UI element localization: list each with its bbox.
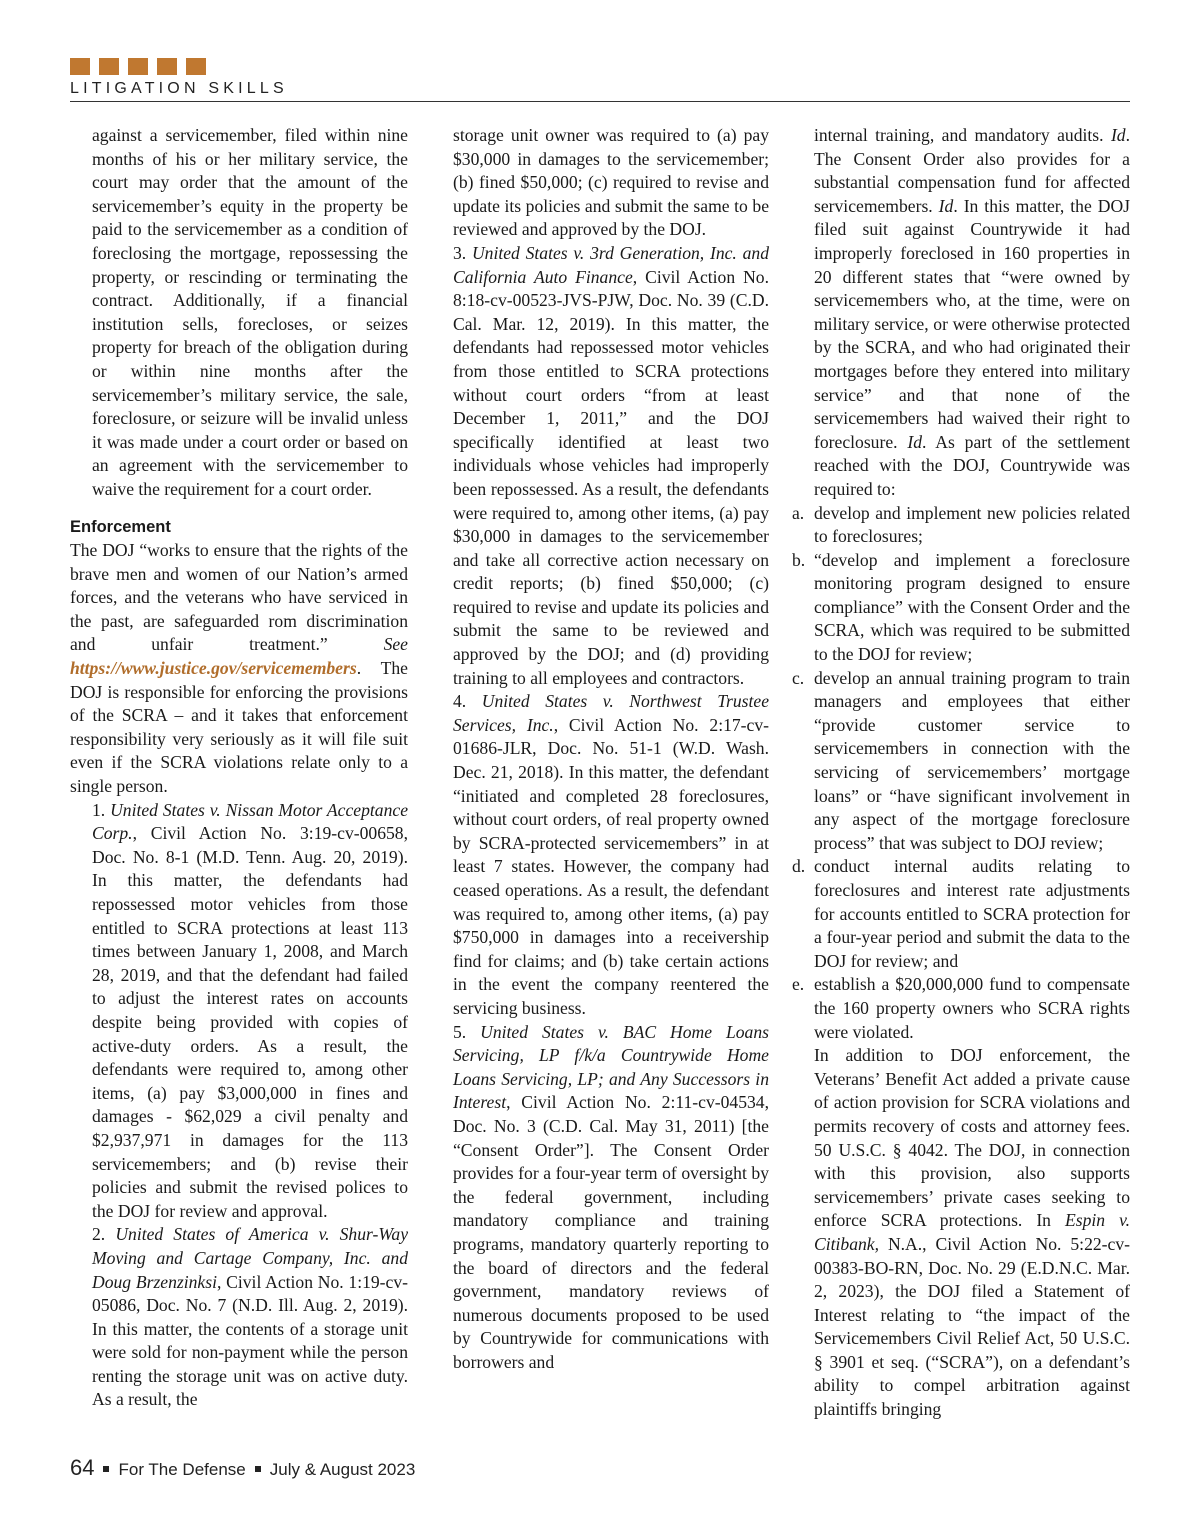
case-number: 2. xyxy=(92,1224,116,1245)
column-1 xyxy=(70,124,408,1412)
list-item xyxy=(792,502,1130,549)
bullet-separator xyxy=(103,1466,109,1472)
list-item xyxy=(792,667,1130,856)
column-2 xyxy=(453,124,769,1374)
list-item xyxy=(792,973,1130,1044)
case-item xyxy=(453,1021,769,1375)
text: N.A., Civil Action No. 5:22-cv-00383-BO-RN, Doc. No. 29 (E.D.N.C. Mar. 2, 2023), the DOJ filed a Statement of Interest relating to “the impact of the Servicemembers Civil Relief Act, 50 U.S.C. § 3901 et seq. (“SCRA”), on a defendant’s ability to compel arbitration against plaintiffs bringing xyxy=(814,1233,1130,1420)
accent-square xyxy=(157,58,177,75)
issue-date: July & August 2023 xyxy=(269,1460,416,1479)
case-name: United States v. Northwest Trustee Services, Inc. xyxy=(453,691,769,735)
column-3 xyxy=(792,124,1130,1422)
case-item xyxy=(453,690,769,1020)
list-item xyxy=(792,855,1130,973)
paragraph xyxy=(792,124,1130,502)
case-name: United States v. Nissan Motor Acceptance Corp. xyxy=(92,799,409,844)
list-text: establish a $20,000,000 fund to compensate the 160 property owners who SCRA rights were violated. xyxy=(814,974,1130,1042)
text: . As part of the settlement reached with the DOJ, Countrywide was required to: xyxy=(814,431,1130,499)
case-text: , Civil Action No. 8:18-cv-00523-JVS-PJW, Doc. No. 39 (C.D. Cal. Mar. 12, 2019). In this matter, the defendants had repossessed motor vehicles from those entitled to SCRA protections without court orders “from at least December 1, 2011,” and the DOJ specifically identified at least two individuals whose vehicles had improperly been repossessed. As a result, the defendants were required to, among other items, (a) pay $30,000 in damages to the servicemember and take all corrective action necessary on credit reports; (b) fined $50,000; (c) required to revise and update its policies and submit the same to be reviewed and approved by the DOJ; and (d) providing training to all employees and contractors. xyxy=(453,266,769,688)
case-name: United States v. 3rd Generation, Inc. and California Auto Finance xyxy=(453,242,769,287)
text: internal training, and mandatory audits. xyxy=(814,125,1111,145)
case-item xyxy=(70,1223,408,1412)
paragraph: against a servicemember, filed within nine months of his or her military service, the court may order that the amount of the servicemember’s equity in the property be paid to the servicemember as a condition of foreclosing the mortgage, repossessing the property, or rescinding or terminating the contract. Additionally, if a financial institution sells, forecloses, or seizes property for breach of the obligation during or within nine months after the servicemember’s military service, the sale, foreclosure, or seizure will be invalid unless it was made under a court order or based on an agreement with the servicemember to waive the requirement for a court order. xyxy=(92,125,408,499)
section-heading: Enforcement xyxy=(70,517,171,536)
list-marker: e. xyxy=(792,974,805,995)
accent-square xyxy=(128,58,148,75)
case-text: , Civil Action No. 1:19-cv-05086, Doc. No. 7 (N.D. Ill. Aug. 2, 2019). In this matter, the contents of a storage unit were sold for non-payment while the person renting the storage unit was on active duty. As a result, the xyxy=(92,1271,409,1410)
paragraph: storage unit owner was required to (a) pay $30,000 in damages to the servicemember; (b) fined $50,000; (c) required to revise and update its policies and submit the same to be reviewed and approved by the DOJ. xyxy=(453,125,769,240)
case-item xyxy=(453,242,769,690)
page-footer xyxy=(70,1455,415,1481)
list-marker: c. xyxy=(792,667,805,688)
case-text: , Civil Action No. 3:19-cv-00658, Doc. No. 8-1 (M.D. Tenn. Aug. 20, 2019). In this matter, the defendants had repossessed motor vehicles from those entitled to SCRA protections at least 113 times between January 1, 2008, and March 28, 2019, and that the defendant had failed to adjust the interest rates on accounts despite being provided with copies of active-duty orders. As a result, the defendants were required to, among other items, (a) pay $3,000,000 in fines and damages - $62,029 a civil penalty and $2,937,971 in damages for the 113 servicemembers; and (b) revise their policies and submit the revised polices to the DOJ for review and approval. xyxy=(92,823,408,1221)
citation-id: Id xyxy=(907,431,923,452)
case-name: United States of America v. Shur-Way Moving and Cartage Company, Inc. and Doug Brzenzinksi xyxy=(92,1224,409,1292)
doj-link[interactable]: https://www.justice.gov/servicemembers xyxy=(70,658,357,679)
accent-square xyxy=(186,58,206,75)
list-text: “develop and implement a foreclosure monitoring program designed to ensure compliance” with the Consent Order and the SCRA, which was required to be submitted to the DOJ for review; xyxy=(814,549,1130,665)
paragraph xyxy=(792,1044,1130,1422)
text: . The Consent Order also provides for a substantial compensation fund for affected servicemembers. xyxy=(814,125,1130,216)
case-number: 3. xyxy=(453,242,472,263)
citation-id: Id xyxy=(938,195,954,216)
text: In addition to DOJ enforcement, the Veterans’ Benefit Act added a private cause of action provision for SCRA violations and permits recovery of costs and attorney fees. 50 U.S.C. § 4042. The DOJ, in connection with this provision, also supports servicemembers’ private cases seeking to enforce SCRA protections. In xyxy=(814,1045,1130,1231)
case-number: 4. xyxy=(453,691,482,712)
text: . The DOJ is responsible for enforcing the provisions of the SCRA – and it takes that enforcement responsibility very seriously as it will file suit even if the SCRA violations relate only to a single person. xyxy=(70,658,408,797)
list-text: conduct internal audits relating to foreclosures and interest rate adjustments for accounts entitled to SCRA protection for a four-year period and submit the data to the DOJ for review; and xyxy=(814,856,1130,971)
accent-square xyxy=(70,58,90,75)
text: The DOJ “works to ensure that the rights of the brave men and women of our Nation’s armed forces, and the veterans who have serviced in the past, are safeguarded rom discrimination and unfair treatment.” xyxy=(70,540,408,655)
case-number: 5. xyxy=(453,1021,481,1042)
accent-square xyxy=(99,58,119,75)
list-marker: b. xyxy=(792,549,806,570)
section-squares xyxy=(70,58,206,75)
case-name: Espin v. Citibank, xyxy=(814,1210,1130,1254)
bullet-separator xyxy=(255,1466,261,1472)
page-number: 64 xyxy=(70,1455,95,1480)
citation-id: Id xyxy=(1110,125,1126,145)
publication-name: For The Defense xyxy=(118,1460,246,1479)
list-item xyxy=(792,549,1130,667)
list-marker: d. xyxy=(792,856,806,877)
list-marker: a. xyxy=(792,502,805,523)
section-label: LITIGATION SKILLS xyxy=(70,80,288,97)
list-text: develop and implement new policies related to foreclosures; xyxy=(814,502,1130,547)
text: . In this matter, the DOJ filed suit against Countrywide it had improperly foreclosed in 160 properties in 20 different states that “were owned by servicemembers who, at the time, were on military service, or were otherwise protected by the SCRA, and who had originated their mortgages before they entered into military service” and that none of the servicemembers had waived their right to foreclosure. xyxy=(814,195,1130,452)
requirements-list xyxy=(792,502,1130,1045)
paragraph xyxy=(70,539,408,799)
case-text: , Civil Action No. 2:17-cv-01686-JLR, Doc. No. 51-1 (W.D. Wash. Dec. 21, 2018). In this matter, the defendant “initiated and completed 28 foreclosures, without court orders, of real property owned by SCRA-protected servicemembers” in at least 7 states. However, the company had ceased operations. As a result, the defendant was required to, among other items, (a) pay $750,000 in damages into a receivership find for claims; and (b) take certain actions in the event the company reentered the servicing business. xyxy=(453,714,769,1018)
case-name: United States v. BAC Home Loans Servicing, LP f/k/a Countrywide Home Loans Servicing, LP; and Any Successors in Interest xyxy=(453,1021,770,1113)
case-item xyxy=(70,799,408,1224)
case-number: 1. xyxy=(92,799,111,820)
header-rule xyxy=(70,101,1130,102)
case-text: , Civil Action No. 2:11-cv-04534, Doc. No. 3 (C.D. Cal. May 31, 2011) [the “Consent Order”]. The Consent Order provides for a four-year term of oversight by the federal government, including mandatory compliance and training programs, mandatory quarterly reporting to the board of directors and the federal government, mandatory reviews of numerous documents proposed to be used by Countrywide for communications with borrowers and xyxy=(453,1092,769,1372)
list-text: develop an annual training program to train managers and employees that either “provide customer service to servicemembers in connection with the servicing of servicemembers’ mortgage loans” or “have significant involvement in any aspect of the mortgage foreclosure process” that was subject to DOJ review; xyxy=(814,667,1130,853)
signal-text: See xyxy=(383,634,408,655)
